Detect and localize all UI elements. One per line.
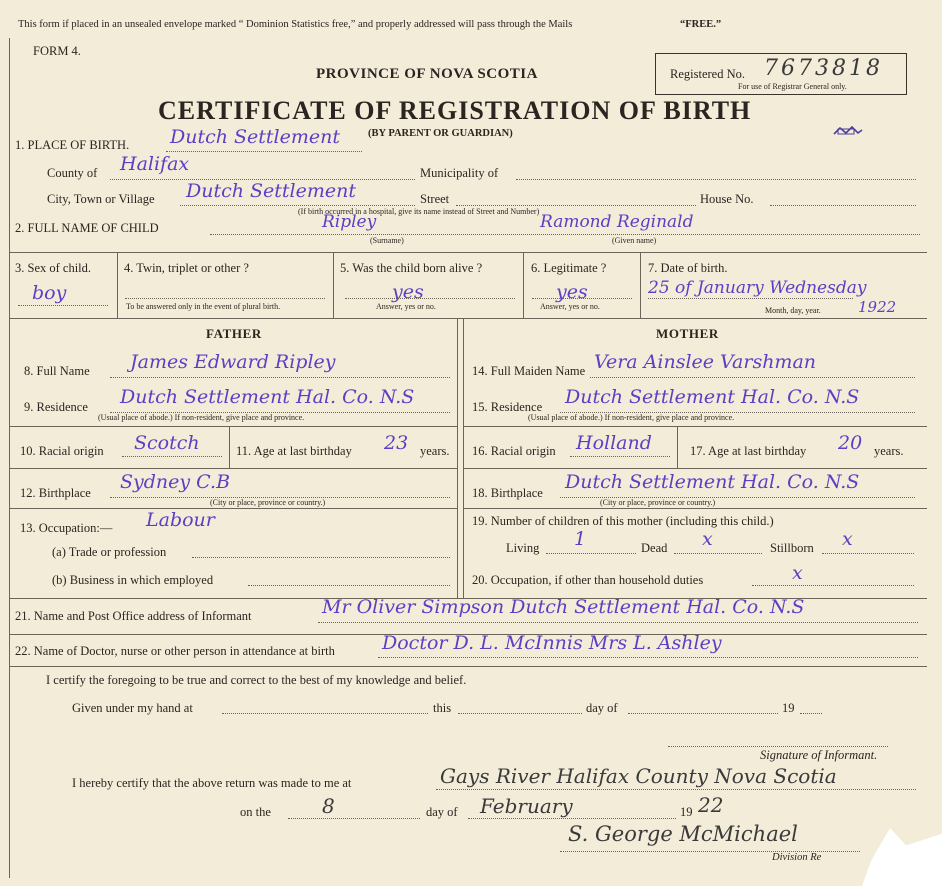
county-value: Halifax: [120, 153, 190, 175]
mother-heading: MOTHER: [656, 326, 719, 341]
father-residence-label: 9. Residence: [24, 400, 88, 414]
province-heading: PROVINCE OF NOVA SCOTIA: [316, 66, 538, 82]
certification-statement: I certify the foregoing to be true and correct to the best of my knowledge and belief.: [46, 673, 467, 687]
stillborn-label: Stillborn: [770, 541, 814, 555]
father-occupation-label: 13. Occupation:—: [20, 521, 113, 535]
surname-caption: (Surname): [370, 236, 404, 245]
father-birthplace-caption: (City or place, province or country.): [210, 498, 326, 507]
dead-value: x: [702, 528, 713, 550]
trade-label: (a) Trade or profession: [52, 545, 167, 559]
postage-notice: This form if placed in an unsealed envelope marked “ Dominion Statistics free,” and properly addressed will pass through the Mails: [18, 19, 573, 30]
certificate-subtitle: (BY PARENT OR GUARDIAN): [368, 128, 513, 139]
registered-label: Registered No.: [670, 67, 745, 81]
business-label: (b) Business in which employed: [52, 573, 214, 587]
on-the-label: on the: [240, 805, 271, 819]
date-caption: Month, day, year.: [765, 306, 821, 315]
stillborn-value: x: [842, 528, 853, 550]
given-year-prefix: 19: [782, 701, 795, 715]
living-value: 1: [574, 528, 587, 550]
father-name-label: 8. Full Name: [24, 364, 90, 378]
mother-racial-value: Holland: [576, 432, 652, 454]
given-under-label: Given under my hand at: [72, 701, 193, 715]
legitimate-caption: Answer, yes or no.: [540, 302, 600, 311]
legitimate-label: 6. Legitimate ?: [531, 261, 607, 275]
father-heading: FATHER: [206, 326, 262, 341]
mother-name-value: Vera Ainslee Varshman: [594, 351, 817, 373]
registrar-note: For use of Registrar General only.: [738, 82, 847, 91]
street-label: Street: [420, 192, 450, 206]
father-occupation-value: Labour: [146, 509, 215, 531]
place-of-birth-label: 1. PLACE OF BIRTH.: [15, 138, 130, 152]
sex-label: 3. Sex of child.: [15, 261, 92, 275]
father-birthplace-label: 12. Birthplace: [20, 486, 91, 500]
house-number-label: House No.: [700, 192, 754, 206]
place-of-birth-value: Dutch Settlement: [170, 126, 341, 148]
father-age-value: 23: [384, 432, 409, 454]
day-of-label: day of: [586, 701, 618, 715]
mother-age-label: 17. Age at last birthday: [690, 444, 807, 458]
return-year-prefix: 19: [680, 805, 693, 819]
father-name-value: James Edward Ripley: [130, 351, 336, 373]
informant-signature-caption: Signature of Informant.: [760, 748, 878, 762]
stamp-mark-icon: [832, 124, 864, 138]
twin-note: To be answered only in the event of plural birth.: [126, 302, 281, 311]
mother-birthplace-value: Dutch Settlement Hal. Co. N.S: [565, 471, 860, 493]
torn-corner: [862, 828, 942, 886]
sex-value: boy: [32, 282, 67, 304]
certificate-title: CERTIFICATE OF REGISTRATION OF BIRTH: [158, 96, 752, 125]
father-age-unit: years.: [420, 444, 450, 458]
mother-name-label: 14. Full Maiden Name: [472, 364, 586, 378]
city-value: Dutch Settlement: [186, 180, 357, 202]
informant-value: Mr Oliver Simpson Dutch Settlement Hal. Co. N.S: [322, 596, 805, 618]
father-racial-label: 10. Racial origin: [20, 444, 104, 458]
legitimate-value: yes: [556, 281, 588, 303]
postage-free: “FREE.”: [680, 19, 722, 30]
father-racial-value: Scotch: [134, 432, 200, 454]
child-name-label: 2. FULL NAME OF CHILD: [15, 221, 159, 235]
children-count-label: 19. Number of children of this mother (including this child.): [472, 514, 774, 528]
father-birthplace-value: Sydney C.B: [120, 471, 231, 493]
hospital-note: (If birth occurred in a hospital, give its name instead of Street and Number): [298, 207, 540, 216]
return-year-value: 22: [698, 793, 724, 817]
attendant-value: Doctor D. L. McInnis Mrs L. Ashley: [382, 632, 722, 654]
left-border: [9, 38, 10, 878]
child-surname: Ripley: [322, 212, 377, 232]
father-residence-value: Dutch Settlement Hal. Co. N.S: [120, 386, 415, 408]
born-alive-value: yes: [392, 281, 424, 303]
date-of-birth-value: 25 of January Wednesday: [648, 278, 867, 298]
mother-birthplace-label: 18. Birthplace: [472, 486, 543, 500]
father-residence-caption: (Usual place of abode.) If non-resident, give place and province.: [98, 413, 305, 422]
born-alive-label: 5. Was the child born alive ?: [340, 261, 483, 275]
date-of-birth-label: 7. Date of birth.: [648, 261, 728, 275]
this-label: this: [433, 701, 452, 715]
on-the-value: 8: [322, 794, 335, 818]
county-label: County of: [47, 166, 98, 180]
registrar-signature: S. George McMichael: [568, 822, 798, 846]
mother-age-value: 20: [838, 432, 863, 454]
day-of-label-2: day of: [426, 805, 458, 819]
twin-label: 4. Twin, triplet or other ?: [124, 261, 249, 275]
city-label: City, Town or Village: [47, 192, 155, 206]
form-number: FORM 4.: [33, 44, 81, 58]
mother-racial-label: 16. Racial origin: [472, 444, 556, 458]
mother-birthplace-caption: (City or place, province or country.): [600, 498, 716, 507]
return-made-label: I hereby certify that the above return was made to me at: [72, 776, 352, 790]
mother-residence-caption: (Usual place of abode.) If non-resident, give place and province.: [528, 413, 735, 422]
month-value: February: [480, 794, 573, 818]
return-place-value: Gays River Halifax County Nova Scotia: [440, 764, 837, 788]
living-label: Living: [506, 541, 540, 555]
born-alive-caption: Answer, yes or no.: [376, 302, 436, 311]
division-caption: Division Re: [772, 852, 822, 863]
mother-age-unit: years.: [874, 444, 904, 458]
date-of-birth-year: 1922: [858, 298, 897, 316]
informant-label: 21. Name and Post Office address of Informant: [15, 609, 252, 623]
mother-residence-label: 15. Residence: [472, 400, 543, 414]
dead-label: Dead: [641, 541, 668, 555]
father-age-label: 11. Age at last birthday: [236, 444, 352, 458]
mother-occupation-value: x: [792, 562, 803, 584]
mother-residence-value: Dutch Settlement Hal. Co. N.S: [565, 386, 860, 408]
mother-occupation-label: 20. Occupation, if other than household duties: [472, 573, 704, 587]
municipality-label: Municipality of: [420, 166, 499, 180]
child-given-name: Ramond Reginald: [540, 212, 694, 232]
attendant-label: 22. Name of Doctor, nurse or other person in attendance at birth: [15, 644, 335, 658]
given-caption: (Given name): [612, 236, 657, 245]
registered-number: 7673818: [764, 56, 883, 81]
